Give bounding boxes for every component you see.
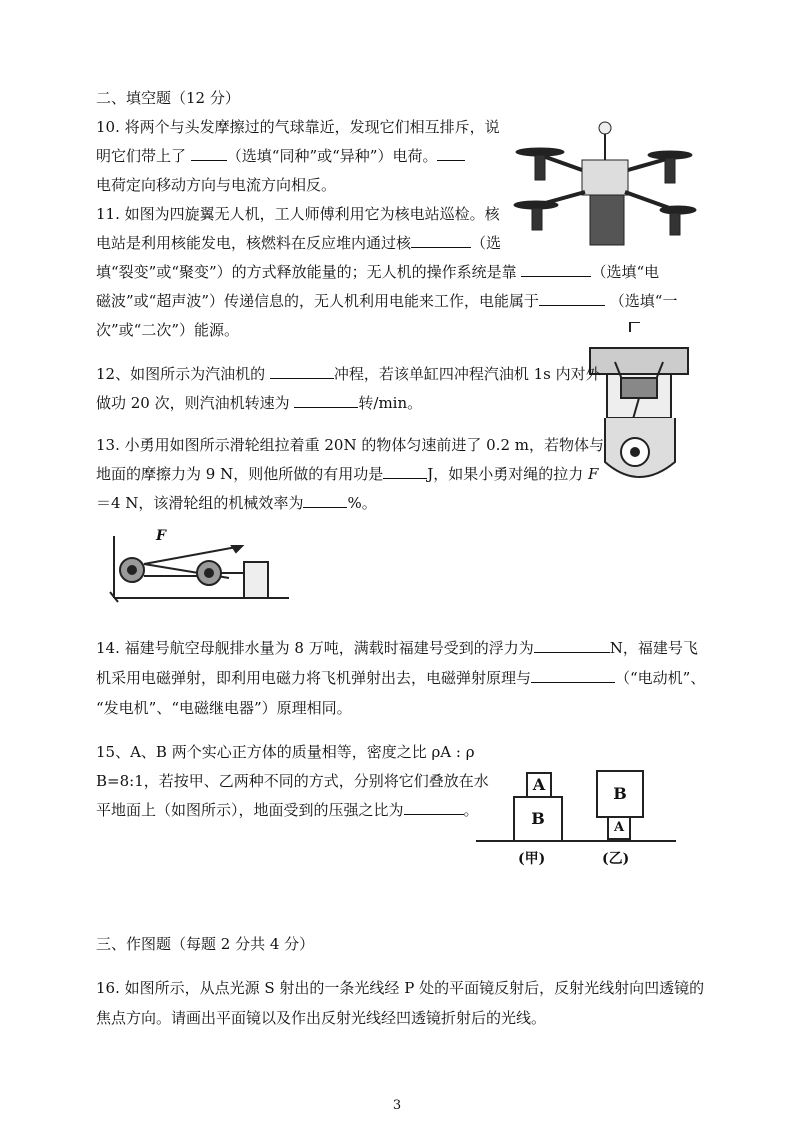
answer-blank[interactable] <box>191 146 227 161</box>
section-title: 三、作图题（每题 2 分共 4 分） <box>96 935 315 953</box>
question-11-line-1: 11. 如图为四旋翼无人机，工人师傅利用它为核电站巡检。核 <box>96 205 500 223</box>
page-number: 3 <box>392 1098 402 1113</box>
question-13-line-3: ＝4 N，该滑轮组的机械效率为 %。 <box>96 494 377 512</box>
block-b-top: B <box>596 770 644 818</box>
label-jia: (甲) <box>518 851 546 867</box>
question-11-line-5: 次”或“二次”）能源。 <box>96 321 240 339</box>
question-10-line-2: 明它们带上了 （选填“同种”或“异种”）电荷。 <box>96 146 465 166</box>
answer-blank[interactable] <box>411 233 471 248</box>
answer-blank[interactable] <box>521 262 591 277</box>
question-11-line-3: 填“裂变”或“聚变”）的方式释放能量的；无人机的操作系统是靠 （选填“电 <box>96 263 660 281</box>
pulley-diagram <box>104 528 294 608</box>
question-16-line-1: 16. 如图所示，从点光源 S 射出的一条光线经 P 处的平面镜反射后，反射光线射向凹透镜的 <box>96 979 705 997</box>
answer-blank[interactable] <box>531 668 615 683</box>
answer-blank[interactable] <box>539 291 605 306</box>
question-14-line-2: 机采用电磁弹射，即利用电磁力将飞机弹射出去，电磁弹射原理与 （“电动机”、 <box>96 669 706 687</box>
question-12-line-1: 12、如图所示为汽油机的 冲程，若该单缸四冲程汽油机 1s 内对外 <box>96 365 601 383</box>
question-14-line-1: 14. 福建号航空母舰排水量为 8 万吨，满载时福建号受到的浮力为 N，福建号飞 <box>96 639 698 657</box>
block-a-bottom: A <box>607 816 631 840</box>
question-10-line-1: 10. 将两个与头发摩擦过的气球靠近，发现它们相互排斥，说 <box>96 118 500 136</box>
question-15-line-3: 平地面上（如图所示），地面受到的压强之比为 。 <box>96 801 479 819</box>
answer-blank[interactable] <box>534 638 610 653</box>
answer-blank[interactable] <box>437 146 465 161</box>
pulley-figure <box>104 528 294 608</box>
answer-blank[interactable] <box>270 364 334 379</box>
engine-cylinder-figure <box>585 322 695 484</box>
question-15-line-1: 15、A、B 两个实心正方体的质量相等，密度之比 ρA : ρ <box>96 743 475 761</box>
question-12-line-2: 做功 20 次，则汽油机转速为 转/min。 <box>96 394 423 412</box>
answer-blank[interactable] <box>294 393 358 408</box>
question-11-line-2: 电站是利用核能发电，核燃料在反应堆内通过核 （选 <box>96 234 502 252</box>
answer-blank[interactable] <box>303 493 347 508</box>
force-label: F <box>156 528 166 544</box>
question-13-line-2: 地面的摩擦力为 9 N，则他所做的有用功是 J，如果小勇对绳的拉力 F <box>96 465 599 483</box>
answer-blank[interactable] <box>383 464 427 479</box>
section-title: 二、填空题（12 分） <box>96 89 240 107</box>
stacked-blocks-figure <box>476 768 676 872</box>
question-13-line-1: 13. 小勇用如图所示滑轮组拉着重 20N 的物体匀速前进了 0.2 m，若物体与 <box>96 436 604 454</box>
ground-line <box>476 840 676 842</box>
question-10-line-3: 电荷定向移动方向与电流方向相反。 <box>96 176 337 194</box>
label-yi: (乙) <box>602 851 630 867</box>
question-11-line-4: 磁波”或“超声波”）传递信息的，无人机利用电能来工作，电能属于 （选填“一 <box>96 292 678 310</box>
question-15-line-2: B=8:1，若按甲、乙两种不同的方式，分别将它们叠放在水 <box>96 772 489 790</box>
question-16-line-2: 焦点方向。请画出平面镜以及作出反射光线经凹透镜折射后的光线。 <box>96 1009 547 1027</box>
block-a-top: A <box>526 772 552 798</box>
question-14-line-3: “发电机”、“电磁继电器”）原理相同。 <box>96 699 352 717</box>
answer-blank[interactable] <box>404 800 464 815</box>
drone-figure <box>510 110 700 260</box>
block-b-bottom: B <box>513 796 563 842</box>
